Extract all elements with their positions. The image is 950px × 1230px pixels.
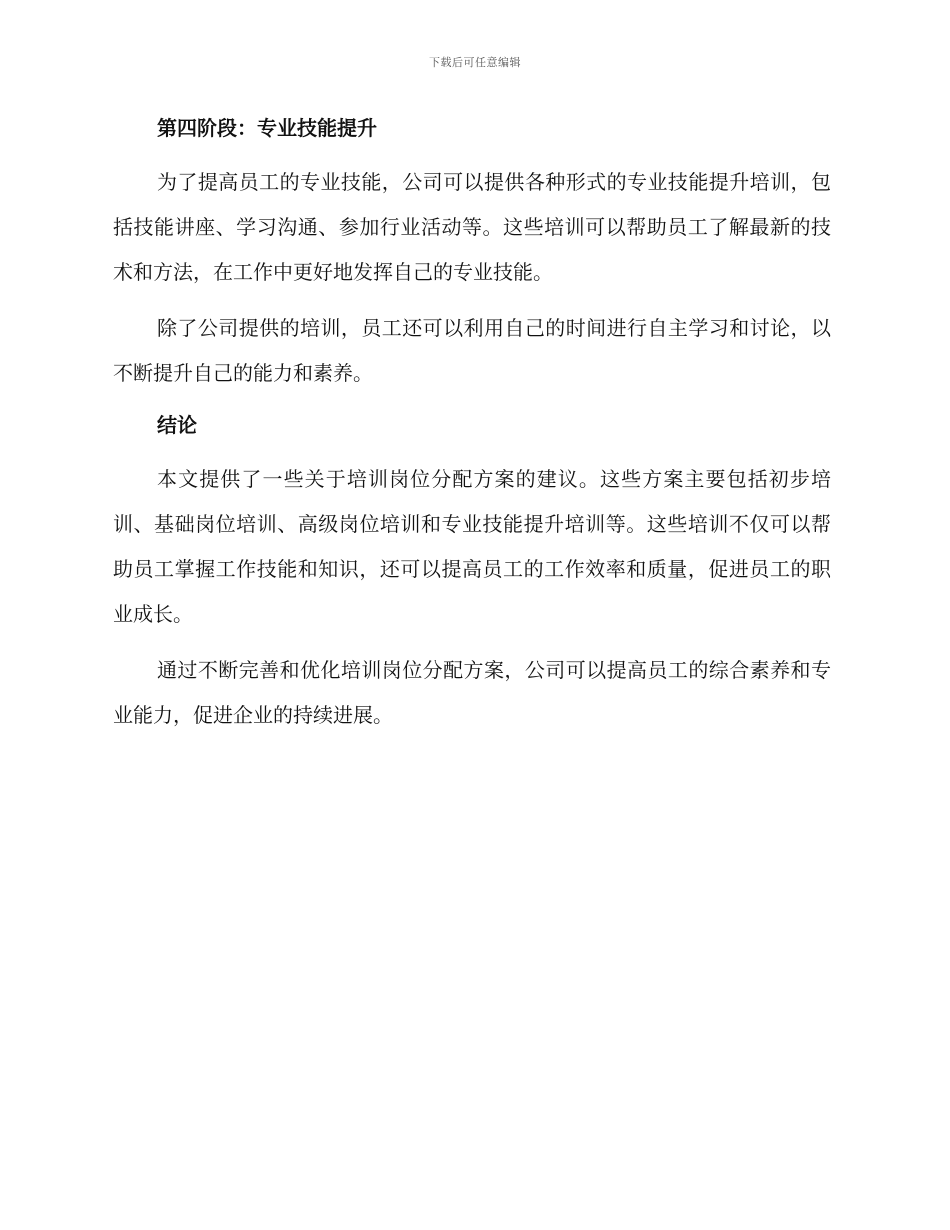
paragraph: 为了提高员工的专业技能，公司可以提供各种形式的专业技能提升培训，包括技能讲座、学习沟通、参加行业活动等。这些培训可以帮助员工了解最新的技术和方法，在工作中更好地发挥自己的专业技能。	[113, 170, 831, 284]
document-body	[113, 110, 831, 749]
paragraph: 通过不断完善和优化培训岗位分配方案，公司可以提高员工的综合素养和专业能力，促进企业的持续进展。	[113, 658, 831, 727]
section-heading: 第四阶段：专业技能提升	[157, 116, 377, 140]
paragraph: 除了公司提供的培训，员工还可以利用自己的时间进行自主学习和讨论，以不断提升自己的能力和素养。	[113, 316, 831, 385]
section-conclusion	[113, 407, 831, 738]
section-stage-four	[113, 110, 831, 396]
page-header-note: 下载后可任意编辑	[429, 56, 521, 69]
section-heading: 结论	[157, 413, 197, 437]
paragraph: 本文提供了一些关于培训岗位分配方案的建议。这些方案主要包括初步培训、基础岗位培训、高级岗位培训和专业技能提升培训等。这些培训不仅可以帮助员工掌握工作技能和知识，还可以提高员工的工作效率和质量，促进员工的职业成长。	[113, 467, 831, 626]
